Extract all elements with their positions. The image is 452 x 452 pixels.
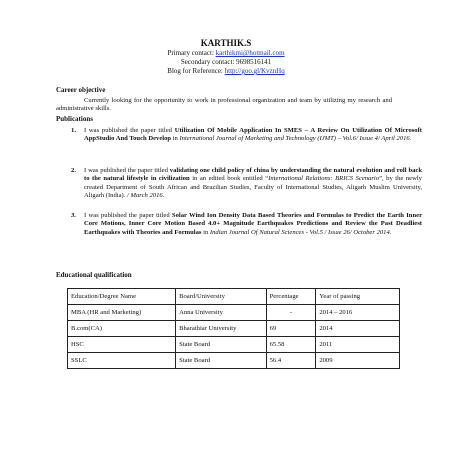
- blog-label: Blog for Reference:: [167, 67, 223, 75]
- resume-header: [0, 38, 452, 76]
- table-cell: Bharathiar University: [176, 321, 267, 337]
- publication-paper-title: Solar Wind Ion Density Data Based Theories and Formulas to Predict the Earth Inner Core Motions, Inner Core Motion Based 4.0+ Magnitude Earthquakes Predictions and Review the Past Deadliest Earthquakes with Theories and Formulas: [84, 212, 422, 236]
- table-cell: SSLC: [68, 353, 176, 369]
- table-cell: MBA (HR and Marketing): [68, 305, 176, 321]
- table-row: [68, 321, 400, 337]
- table-cell: 56.4: [266, 353, 316, 369]
- blog-line: [0, 67, 452, 76]
- column-header: Education/Degree Name: [68, 289, 176, 305]
- table-cell: Anna University: [176, 305, 267, 321]
- primary-contact-line: [0, 49, 452, 58]
- career-objective-text: Currently looking for the opportunity to work in professional organization and team by utilizing my research and administrative skills.: [56, 97, 392, 113]
- column-header: Board/University: [176, 289, 267, 305]
- table-cell: State Board: [176, 337, 267, 353]
- secondary-contact-line: [0, 58, 452, 67]
- publication-date: / March 2016.: [127, 191, 165, 199]
- table-cell: HSC: [68, 337, 176, 353]
- publication-number: 2.: [71, 167, 76, 174]
- table-cell: 2009: [316, 353, 400, 369]
- secondary-phone: 9698516141: [236, 58, 272, 66]
- publication-paper-title: validating one child policy of china by understanding the natural evolution and roll back to the natural lifestyle in civilization: [84, 167, 423, 183]
- table-cell: B.com(CA): [68, 321, 176, 337]
- publication-item: [56, 212, 422, 262]
- publication-venue: International Relations: BRICS Scenario: [268, 175, 380, 183]
- publication-text: I was published the paper titled validating one child policy of china by understanding the natural evolution and roll back to the natural lifestyle in civilization in an edited book entitled “International Relations: BRICS Scenario”, by the newly created Department of South African and Brazilian Studies, Faculty of International Studies, Aligarh Muslim University, Aligarh (India). / March 2016.: [84, 167, 423, 199]
- table-row: [68, 305, 400, 321]
- column-header: Year of passing: [316, 289, 400, 305]
- publication-item: [56, 167, 422, 217]
- blog-link[interactable]: http://goo.gl/KvznHq: [224, 67, 285, 75]
- publication-item: [56, 127, 422, 161]
- primary-email-link[interactable]: karthikmi@hotmail.com: [215, 49, 285, 57]
- publication-number: 1.: [71, 127, 76, 134]
- column-header: Percentage: [266, 289, 316, 305]
- table-row: [68, 337, 400, 353]
- publication-text: I was published the paper titled Utilization Of Mobile Application In SMES – A Review On Utilization Of Microsoft AppStudio And Touch Develop in International Journal of Marketing and Technology (IJMT) – Vol.6/ Issue 4/ April 2016.: [84, 127, 422, 143]
- education-table: [67, 288, 400, 369]
- primary-contact-label: Primary contact:: [167, 49, 214, 57]
- table-cell: 69: [266, 321, 316, 337]
- publication-number: 3.: [71, 212, 76, 219]
- table-row: [68, 353, 400, 369]
- table-cell: 2011: [316, 337, 400, 353]
- table-cell: 65.58: [266, 337, 316, 353]
- education-title: Educational qualification: [56, 271, 132, 279]
- career-objective-title: Career objective: [56, 86, 106, 94]
- table-cell: 2014 – 2016: [316, 305, 400, 321]
- publication-venue: International Journal of Marketing and Technology (IJMT) – Vol.6/ Issue 4/ April 2016.: [179, 135, 412, 143]
- publications-title: Publications: [56, 115, 93, 123]
- publication-paper-title: Utilization Of Mobile Application In SMES – A Review On Utilization Of Microsoft AppStudio And Touch Develop: [84, 127, 422, 143]
- publication-venue: Indian Journal Of Natural Sciences - Vol.5 / Issue 26/ October 2014.: [209, 228, 392, 236]
- secondary-contact-label: Secondary contact:: [180, 58, 235, 66]
- publication-text: I was published the paper titled Solar Wind Ion Density Data Based Theories and Formulas to Predict the Earth Inner Core Motions, Inner Core Motion Based 4.0+ Magnitude Earthquakes Predictions and Review the Past Deadliest Earthquakes with Theories and Formulas in Indian Journal Of Natural Sciences - Vol.5 / Issue 26/ October 2014.: [84, 212, 422, 236]
- candidate-name: KARTHIK.S: [200, 38, 252, 48]
- table-cell: -: [266, 305, 316, 321]
- table-cell: 2014: [316, 321, 400, 337]
- table-header-row: [68, 289, 400, 305]
- table-cell: State Board: [176, 353, 267, 369]
